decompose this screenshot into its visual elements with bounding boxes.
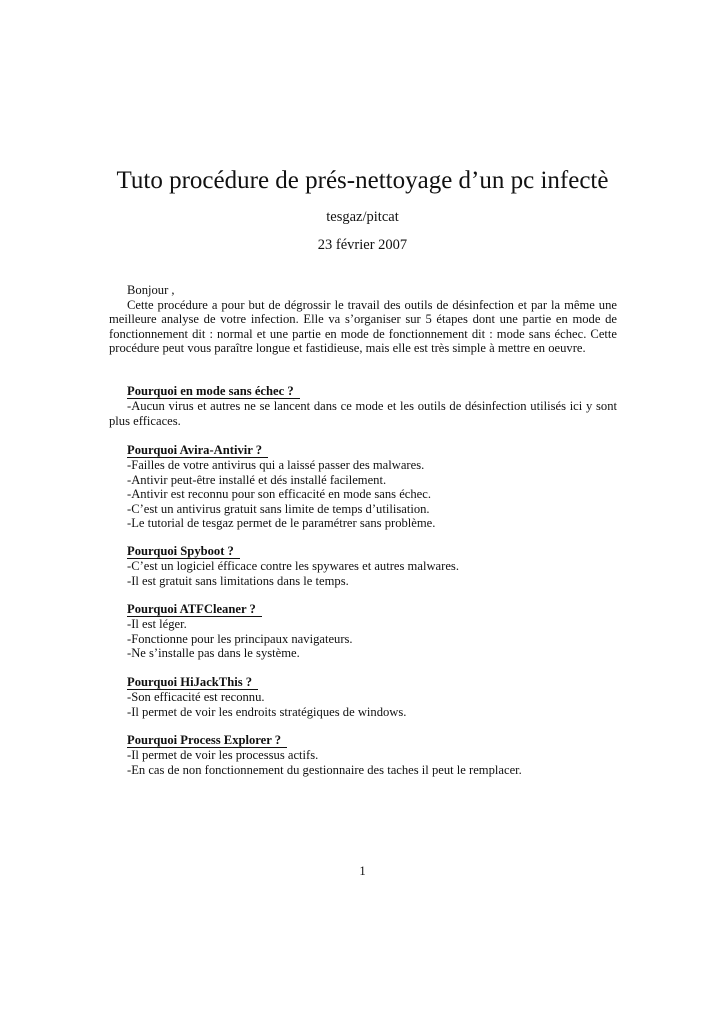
document-title: Tuto procédure de prés-nettoyage d’un pc infectè <box>116 167 609 194</box>
document-date: 23 février 2007 <box>317 237 408 253</box>
section-line: -Ne s’installe pas dans le système. <box>127 646 300 661</box>
section-heading: Pourquoi Process Explorer ? <box>127 733 287 748</box>
section-line: -Il permet de voir les endroits stratégiques de windows. <box>127 704 407 719</box>
section-line: -Il permet de voir les processus actifs. <box>127 748 319 762</box>
section-line: -Aucun virus et autres ne se lancent dans ce mode et les outils de désinfection utilisés ici y sont plus efficaces. <box>109 399 617 428</box>
intro-paragraph: Cette procédure a pour but de dégrossir le travail des outils de désinfection et par la même une meilleure analyse de votre infection. Elle va s’organiser sur 5 étapes dont une partie en mode de fonctionnement dit : normal et une partie en mode de fonctionnement dit : mode sans échec. Cette procédure peut vous paraître longue et fastidieuse, mais elle est très simple à mettre en oeuvre. <box>109 297 617 356</box>
section-process-explorer <box>109 733 617 777</box>
section-heading: Pourquoi en mode sans échec ? <box>127 384 300 399</box>
section-line: -Son efficacité est reconnu. <box>127 690 265 704</box>
section-line: -Fonctionne pour les principaux navigateurs. <box>127 631 353 646</box>
page-number: 1 <box>359 864 366 878</box>
section-avira-antivir <box>109 443 617 531</box>
section-hijackthis <box>109 675 617 719</box>
section-atfcleaner <box>109 602 617 661</box>
section-heading: Pourquoi HiJackThis ? <box>127 675 258 690</box>
section-line: -C’est un antivirus gratuit sans limite de temps d’utilisation. <box>127 501 430 516</box>
intro-greeting: Bonjour , <box>127 283 175 297</box>
section-sans-echec <box>109 384 617 428</box>
section-line: -Antivir est reconnu pour son efficacité en mode sans échec. <box>127 487 432 502</box>
section-heading: Pourquoi Spyboot ? <box>127 544 240 559</box>
intro-block <box>109 283 617 356</box>
section-spyboot <box>109 544 617 588</box>
document-author: tesgaz/pitcat <box>326 209 399 225</box>
section-line: -Antivir peut-être installé et dés installé facilement. <box>127 472 387 487</box>
section-line: -C’est un logiciel éfficace contre les spywares et autres malwares. <box>127 559 459 573</box>
section-heading: Pourquoi Avira-Antivir ? <box>127 443 268 458</box>
section-line: -Il est léger. <box>127 617 187 631</box>
section-line: -Il est gratuit sans limitations dans le temps. <box>127 573 349 588</box>
section-line: -En cas de non fonctionnement du gestionnaire des taches il peut le remplacer. <box>127 762 522 777</box>
section-line: -Le tutorial de tesgaz permet de le paramétrer sans problème. <box>127 516 436 531</box>
section-heading: Pourquoi ATFCleaner ? <box>127 602 262 617</box>
section-line: -Failles de votre antivirus qui a laissé passer des malwares. <box>127 458 425 472</box>
